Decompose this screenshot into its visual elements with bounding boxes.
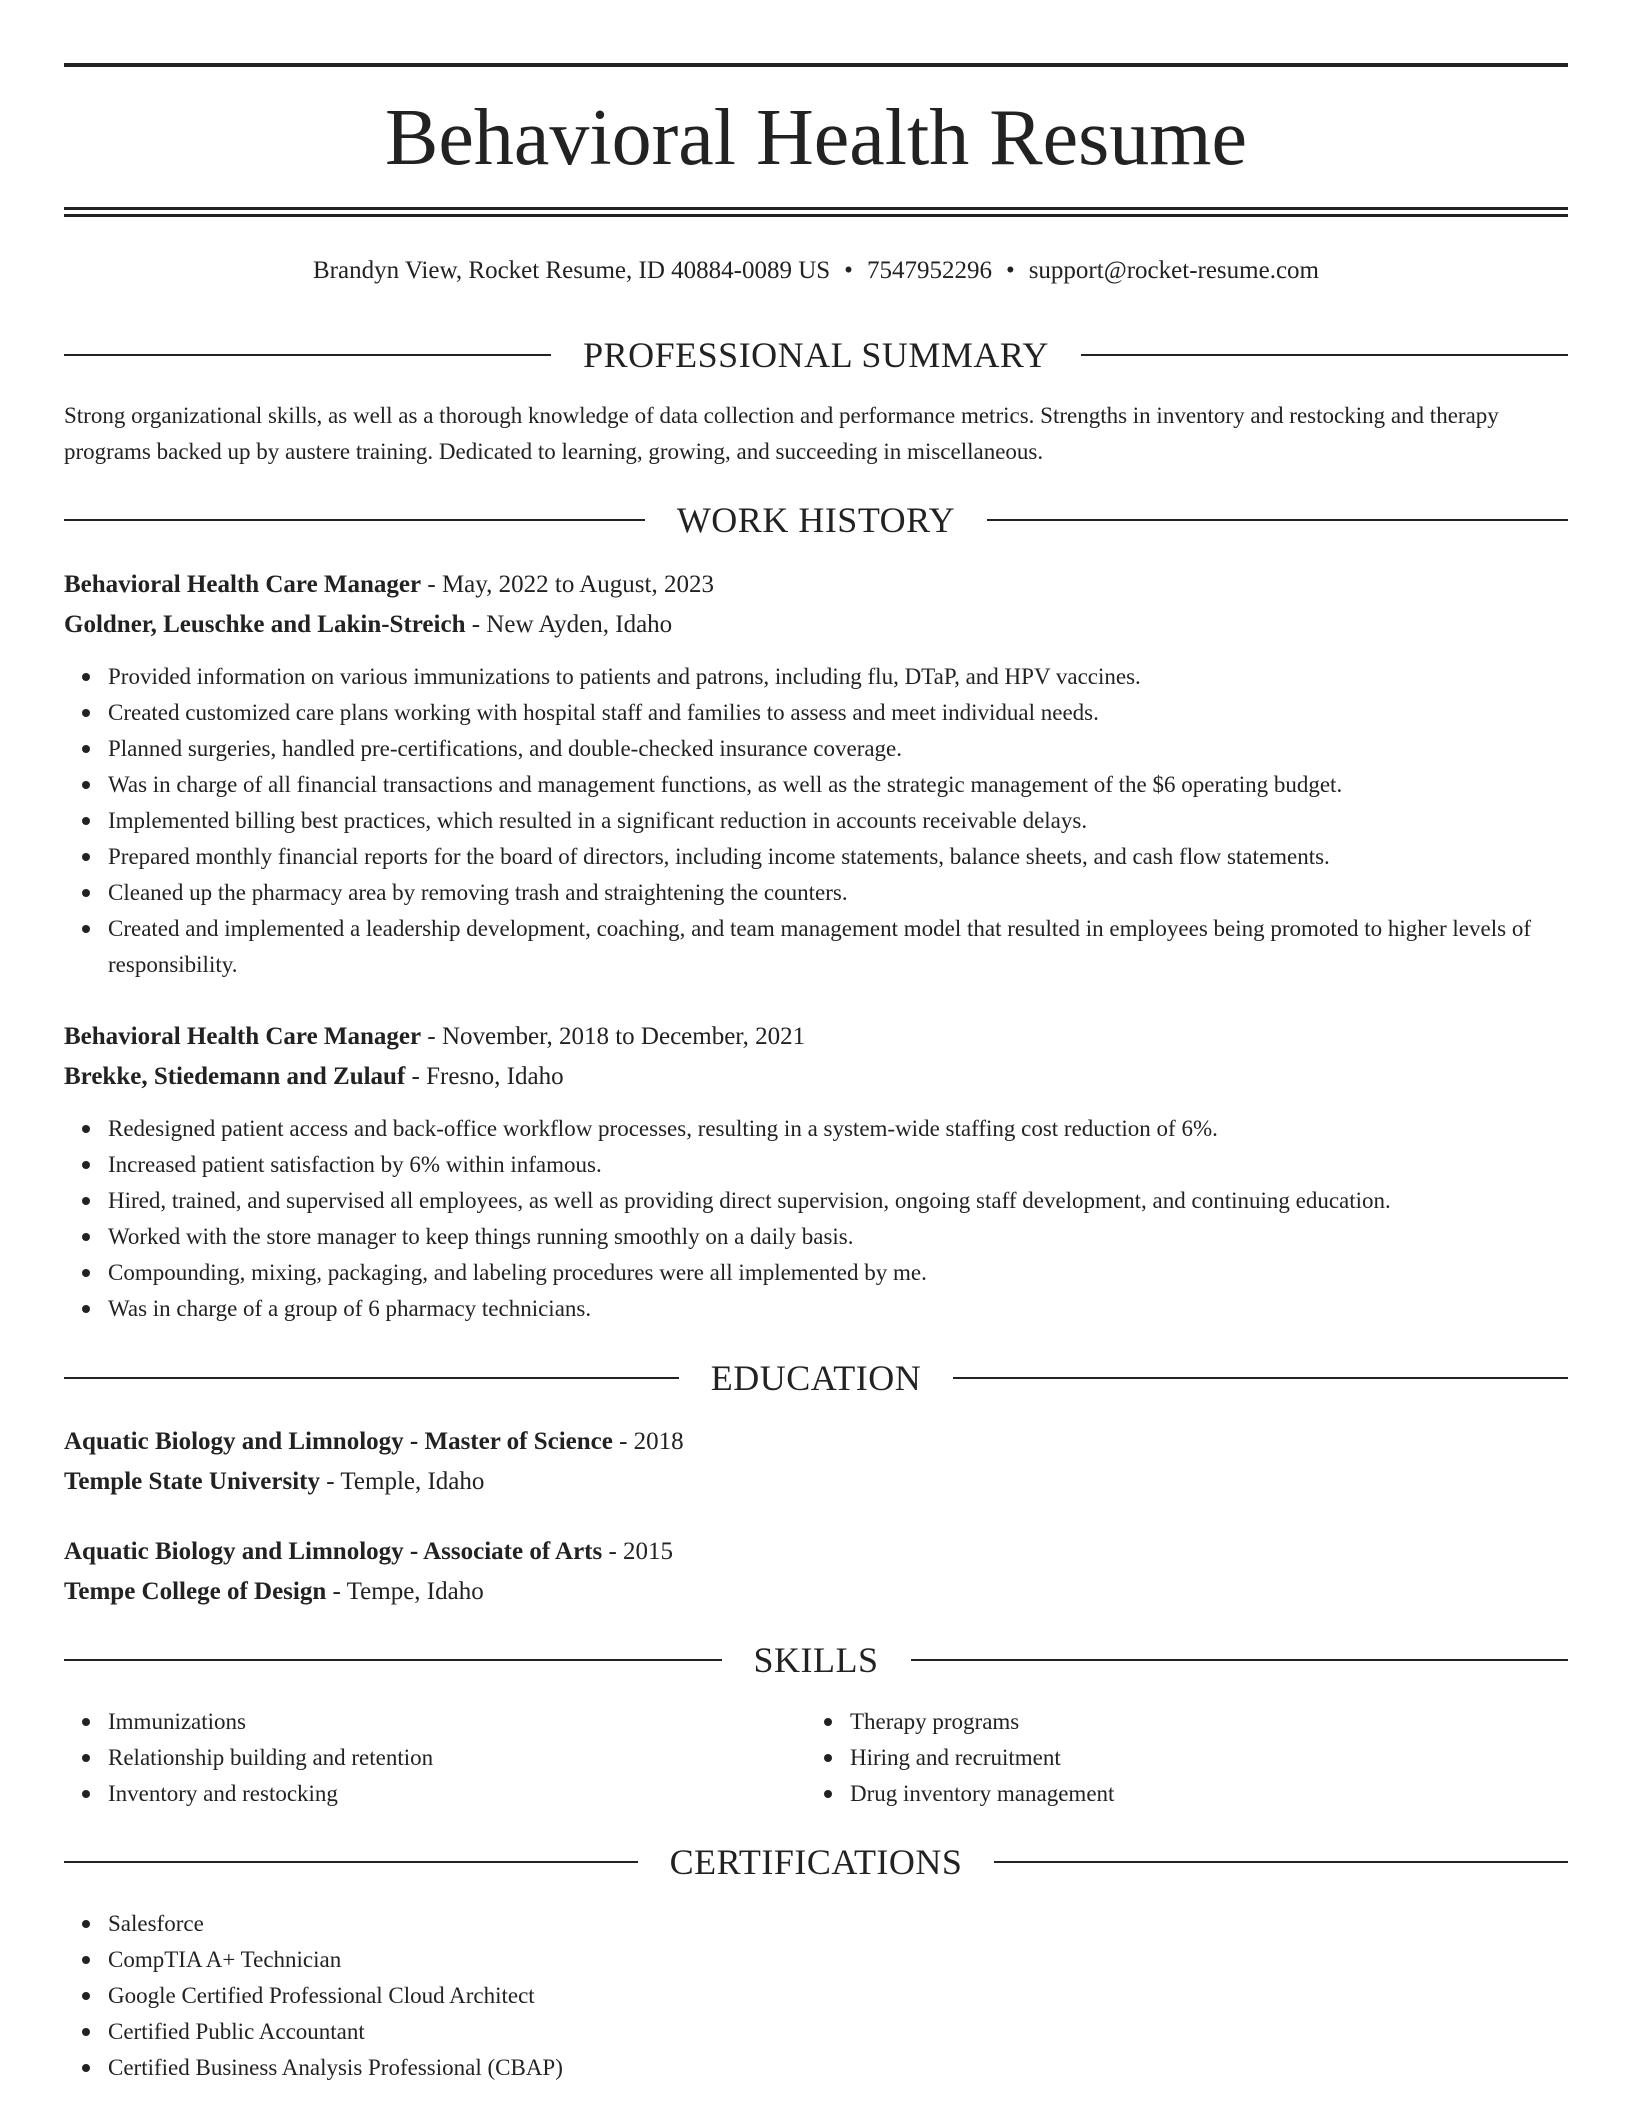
contact-line — [64, 253, 1568, 289]
job-location: - Fresno, Idaho — [405, 1063, 564, 1090]
job-company-line — [64, 605, 1568, 645]
section-heading-certifications — [64, 1840, 1568, 1884]
section-title: WORK HISTORY — [676, 500, 956, 540]
section-heading-skills — [64, 1638, 1568, 1682]
job-bullet-list — [64, 659, 1624, 983]
heading-rule — [64, 354, 551, 356]
list-item: Increased patient satisfaction by 6% within infamous. — [108, 1147, 1568, 1183]
list-item: Provided information on various immunizations to patients and patrons, including flu, DTaP, and HPV vaccines. — [108, 659, 1624, 695]
education-school-line — [64, 1572, 1568, 1612]
job-title-line — [64, 565, 1568, 605]
list-item: Prepared monthly financial reports for the board of directors, including income statements, balance sheets, and cash flow statements. — [108, 839, 1624, 875]
education-location: - Tempe, Idaho — [326, 1578, 484, 1605]
education-school: Tempe College of Design — [64, 1578, 327, 1605]
list-item: Hired, trained, and supervised all employees, as well as providing direct supervision, ongoing staff development, and continuing education. — [108, 1183, 1568, 1219]
heading-rule — [953, 1377, 1568, 1379]
education-degree: Aquatic Biology and Limnology - Associate of Arts — [64, 1538, 603, 1565]
list-item: Google Certified Professional Cloud Architect — [108, 1978, 1108, 2014]
section-title: CERTIFICATIONS — [669, 1842, 963, 1882]
job-dates: - November, 2018 to December, 2021 — [421, 1023, 806, 1050]
job-company-line — [64, 1057, 1568, 1097]
skills-list-left — [64, 1704, 808, 1812]
contact-phone: 7547952296 — [866, 257, 992, 284]
list-item: Relationship building and retention — [108, 1740, 808, 1776]
job-company: Goldner, Leuschke and Lakin-Streich — [64, 611, 466, 638]
certifications-list — [64, 1906, 1108, 2086]
heading-rule — [1081, 354, 1568, 356]
list-item: Certified Business Analysis Professional (CBAP) — [108, 2050, 1108, 2086]
heading-rule — [64, 1659, 722, 1661]
section-heading-work-history — [64, 498, 1568, 542]
section-title: PROFESSIONAL SUMMARY — [583, 335, 1049, 375]
list-item: Created customized care plans working with hospital staff and families to assess and meet individual needs. — [108, 695, 1624, 731]
education-school: Temple State University — [64, 1468, 320, 1495]
heading-rule — [987, 519, 1568, 521]
contact-address: Brandyn View, Rocket Resume, ID 40884-0089 US — [312, 257, 831, 284]
job-bullet-list — [64, 1111, 1568, 1327]
list-item: Immunizations — [108, 1704, 808, 1740]
heading-rule — [994, 1861, 1568, 1863]
list-item: Salesforce — [108, 1906, 1108, 1942]
contact-email: support@rocket-resume.com — [1028, 257, 1319, 284]
title-double-rule — [64, 207, 1568, 217]
resume-title: Behavioral Health Resume — [385, 94, 1247, 182]
list-item: Redesigned patient access and back-office workflow processes, resulting in a system-wide staffing cost reduction of 6%. — [108, 1111, 1568, 1147]
contact-separator: • — [844, 257, 853, 284]
list-item: Worked with the store manager to keep things running smoothly on a daily basis. — [108, 1219, 1568, 1255]
top-rule — [64, 63, 1568, 67]
list-item: Inventory and restocking — [108, 1776, 808, 1812]
job-title-line — [64, 1017, 1568, 1057]
education-year: - 2015 — [602, 1538, 674, 1565]
heading-rule — [64, 519, 645, 521]
list-item: Created and implemented a leadership development, coaching, and team management model that resulted in employees being promoted to higher levels of responsibility. — [108, 911, 1624, 983]
list-item: Implemented billing best practices, which resulted in a significant reduction in accounts receivable delays. — [108, 803, 1624, 839]
job-company: Brekke, Stiedemann and Zulauf — [64, 1063, 406, 1090]
list-item: Compounding, mixing, packaging, and labeling procedures were all implemented by me. — [108, 1255, 1568, 1291]
summary-text: Strong organizational skills, as well as a thorough knowledge of data collection and performance metrics. Strengths in inventory and restocking and therapy programs backed up by austere training. Dedicated to learning, growing, and succeeding in miscellaneous. — [64, 403, 1499, 464]
list-item: Was in charge of all financial transactions and management functions, as well as the strategic management of the $6 operating budget. — [108, 767, 1624, 803]
skills-list-right — [806, 1704, 1550, 1812]
education-degree: Aquatic Biology and Limnology - Master of Science — [64, 1428, 613, 1455]
contact-separator: • — [1005, 257, 1015, 284]
education-location: - Temple, Idaho — [320, 1468, 485, 1495]
list-item: CompTIA A+ Technician — [108, 1942, 1108, 1978]
job-title: Behavioral Health Care Manager — [64, 571, 422, 598]
list-item: Certified Public Accountant — [108, 2014, 1108, 2050]
job-dates: - May, 2022 to August, 2023 — [421, 571, 714, 598]
education-degree-line — [64, 1422, 1568, 1462]
education-year: - 2018 — [612, 1428, 684, 1455]
job-title: Behavioral Health Care Manager — [64, 1023, 422, 1050]
list-item: Cleaned up the pharmacy area by removing trash and straightening the counters. — [108, 875, 1624, 911]
list-item: Hiring and recruitment — [850, 1740, 1550, 1776]
education-degree-line — [64, 1532, 1568, 1572]
heading-rule — [911, 1659, 1569, 1661]
section-title: SKILLS — [753, 1640, 879, 1680]
section-heading-education — [64, 1356, 1568, 1400]
education-school-line — [64, 1462, 1568, 1502]
section-heading-summary — [64, 333, 1568, 377]
list-item: Planned surgeries, handled pre-certifications, and double-checked insurance coverage. — [108, 731, 1624, 767]
heading-rule — [64, 1861, 638, 1863]
list-item: Drug inventory management — [850, 1776, 1550, 1812]
heading-rule — [64, 1377, 679, 1379]
list-item: Was in charge of a group of 6 pharmacy technicians. — [108, 1291, 1568, 1327]
section-title: EDUCATION — [710, 1358, 922, 1398]
job-location: - New Ayden, Idaho — [465, 611, 673, 638]
list-item: Therapy programs — [850, 1704, 1550, 1740]
